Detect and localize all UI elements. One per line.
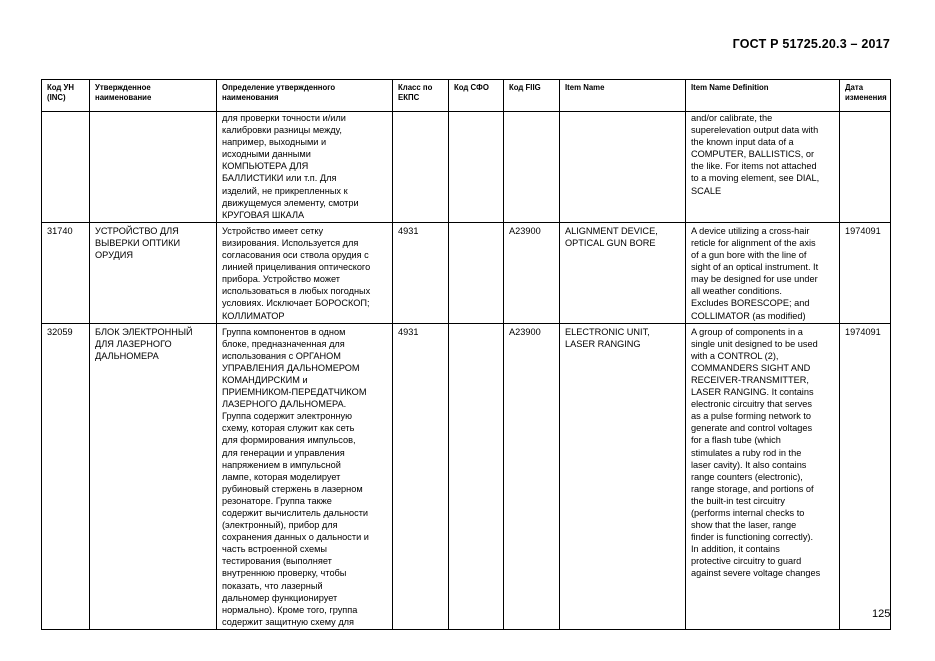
approved-name-cell: [90, 323, 217, 629]
header-line: Item Name Definition: [691, 83, 769, 92]
cell-text-line: использоваться в любых погодных: [222, 286, 371, 297]
cell-text-line: COMMANDERS SIGHT AND: [691, 362, 811, 373]
cell-text-line: ALIGNMENT DEVICE,: [565, 225, 658, 236]
cell-text-line: ОРУДИЯ: [95, 250, 133, 261]
page-number: 125: [872, 608, 891, 620]
header-line: ЕКПС: [398, 93, 420, 102]
col-approved-name-header: [90, 80, 217, 112]
cell-text-line: LASER RANGING: [565, 338, 641, 349]
cell-text-line: ПРИЕМНИКОМ-ПЕРЕДАТЧИКОМ: [222, 387, 367, 398]
cell-text: 1974091: [845, 225, 881, 236]
cell-text: 4931: [398, 225, 419, 236]
cell-text-line: Группа содержит электронную: [222, 411, 353, 422]
col-ekps-class-header: [393, 80, 449, 112]
cell-text-line: range counters (electronic),: [691, 471, 803, 482]
cell-text-line: COLLIMATOR (as modified): [691, 310, 806, 321]
cell-text-line: использования с ОРГАНОМ: [222, 350, 341, 361]
cell-text-line: нормально). Кроме того, группа: [222, 604, 358, 615]
cell-text-line: прибора. Устройство может: [222, 274, 341, 285]
fiig-code-cell: [504, 112, 560, 223]
cell-text: A23900: [509, 225, 541, 236]
inc-cell: [42, 112, 90, 223]
cell-text-line: для проверки точности и/или: [222, 113, 346, 123]
header-line: Item Name: [565, 83, 605, 92]
sfo-code-cell: [449, 112, 504, 223]
cell-text-line: рубиновый стержень в лазерном: [222, 483, 363, 494]
cell-text-line: КРУГОВАЯ ШКАЛА: [222, 209, 305, 220]
cell-text-line: движущемуся элементу, смотри: [222, 197, 359, 208]
definition-cell: [217, 112, 393, 223]
approved-name-cell: [90, 112, 217, 223]
header-line: наименования: [222, 93, 279, 102]
cell-text-line: SCALE: [691, 185, 722, 196]
change-date-cell: [840, 222, 891, 323]
cell-text-line: for a flash tube (which: [691, 435, 781, 446]
cell-text-line: the like. For items not attached: [691, 161, 817, 172]
cell-text-line: содержит защитную схему для: [222, 616, 355, 627]
cell-text-line: sight of an optical instrument. It: [691, 262, 819, 273]
approved-name-cell: [90, 222, 217, 323]
cell-text-line: single unit designed to be used: [691, 338, 818, 349]
cell-text-line: (performs internal checks to: [691, 508, 805, 518]
cell-text-line: and/or calibrate, the: [691, 113, 773, 123]
item-name-cell: [560, 222, 686, 323]
cell-text-line: A group of components in a: [691, 326, 803, 337]
cell-text-line: COMPUTER, BALLISTICS, or: [691, 149, 815, 160]
cell-text-line: (электронный), прибор для: [222, 520, 338, 531]
cell-text-line: to a moving element, see DIAL,: [691, 173, 820, 184]
cell-text-line: the known input data of a: [691, 137, 794, 148]
cell-text-line: ДАЛЬНОМЕРА: [95, 350, 159, 361]
cell-text-line: тестирования (выполняет: [222, 556, 332, 567]
cell-text-line: the built-in test circuitry: [691, 495, 785, 506]
cell-text-line: КОМПЬЮТЕРА ДЛЯ: [222, 161, 309, 172]
cell-text-line: БЛОК ЭЛЕКТРОННЫЙ: [95, 326, 193, 337]
cell-text-line: схему, которая служит как сеть: [222, 423, 355, 434]
cell-text-line: all weather conditions.: [691, 286, 782, 297]
fiig-code-cell: [504, 323, 560, 629]
cell-text-line: часть встроенной схемы: [222, 544, 328, 555]
header-line: (INC): [47, 93, 66, 102]
change-date-cell: [840, 323, 891, 629]
cell-text-line: дальномер функционирует: [222, 592, 338, 603]
item-name-cell: [560, 112, 686, 223]
cell-text-line: A device utilizing a cross-hair: [691, 225, 810, 236]
header-line: Код СФО: [454, 83, 489, 92]
change-date-cell: [840, 112, 891, 223]
col-item-name-definition-header: [686, 80, 840, 112]
cell-text-line: калибровки разницы между,: [222, 125, 342, 136]
cell-text: 32059: [47, 326, 73, 337]
item-name-definition-cell: [686, 112, 840, 223]
cell-text-line: лампе, которая моделирует: [222, 471, 341, 482]
cell-text-line: electronic circuitry that serves: [691, 399, 813, 410]
table-header-row: [42, 80, 891, 112]
sfo-code-cell: [449, 323, 504, 629]
cell-text-line: In addition, it contains: [691, 544, 780, 555]
header-line: изменения: [845, 93, 887, 102]
cell-text-line: as a pulse forming network to: [691, 411, 812, 422]
cell-text-line: ДЛЯ ЛАЗЕРНОГО: [95, 338, 172, 349]
fiig-code-cell: [504, 222, 560, 323]
cell-text-line: reticle for alignment of the axis: [691, 237, 816, 248]
cell-text: 1974091: [845, 326, 881, 337]
cell-text-line: КОМАНДИРСКИМ и: [222, 374, 308, 385]
item-name-cell: [560, 323, 686, 629]
cell-text-line: against severe voltage changes: [691, 568, 821, 579]
cell-text-line: для генерации и управления: [222, 447, 345, 458]
header-line: Утвержденное: [95, 83, 151, 92]
cell-text-line: показать, что лазерный: [222, 580, 323, 591]
cell-text-line: superelevation output data with: [691, 125, 819, 136]
col-change-date-header: [840, 80, 891, 112]
cell-text-line: with a CONTROL (2),: [691, 350, 779, 361]
cell-text-line: ELECTRONIC UNIT,: [565, 326, 650, 337]
header-line: Код УН: [47, 83, 75, 92]
header-line: Код FIIG: [509, 83, 541, 92]
cell-text-line: generate and control voltages: [691, 423, 813, 434]
cell-text-line: условиях. Исключает БОРОСКОП;: [222, 298, 370, 309]
cell-text-line: содержит вычислитель дальности: [222, 508, 369, 518]
inc-cell: [42, 323, 90, 629]
cell-text-line: ВЫВЕРКИ ОПТИКИ: [95, 237, 181, 248]
col-item-name-header: [560, 80, 686, 112]
cell-text-line: Устройство имеет сетку: [222, 225, 324, 236]
cell-text-line: of a gun bore with the line of: [691, 250, 807, 261]
cell-text-line: УСТРОЙСТВО ДЛЯ: [95, 225, 179, 236]
classification-table: [41, 79, 891, 630]
col-definition-header: [217, 80, 393, 112]
cell-text-line: линией прицеливания оптического: [222, 262, 371, 273]
cell-text-line: внутреннюю проверку, чтобы: [222, 568, 347, 579]
cell-text-line: исходными данными: [222, 149, 311, 160]
item-name-definition-cell: [686, 323, 840, 629]
cell-text-line: Excludes BORESCOPE; and: [691, 298, 810, 309]
cell-text-line: визирования. Используется для: [222, 237, 359, 248]
cell-text-line: блоке, предназначенная для: [222, 338, 345, 349]
cell-text-line: laser cavity). It also contains: [691, 459, 807, 470]
cell-text-line: finder is functioning correctly).: [691, 532, 814, 543]
ekps-class-cell: [393, 323, 449, 629]
col-sfo-code-header: [449, 80, 504, 112]
table-row: [42, 222, 891, 323]
cell-text-line: range storage, and portions of: [691, 483, 814, 494]
col-inc-header: [42, 80, 90, 112]
cell-text-line: КОЛЛИМАТОР: [222, 310, 285, 321]
cell-text-line: show that the laser, range: [691, 520, 797, 531]
definition-cell: [217, 323, 393, 629]
cell-text: A23900: [509, 326, 541, 337]
cell-text-line: напряжением в импульсной: [222, 459, 341, 470]
table-body: [42, 112, 891, 630]
header-line: Определение утвержденного: [222, 83, 336, 92]
table-row: [42, 112, 891, 223]
cell-text-line: для формирования импульсов,: [222, 435, 356, 446]
ekps-class-cell: [393, 112, 449, 223]
cell-text: 31740: [47, 225, 73, 236]
cell-text-line: например, выходными и: [222, 137, 327, 148]
cell-text-line: Группа компонентов в одном: [222, 326, 346, 337]
document-code: ГОСТ Р 51725.20.3 – 2017: [732, 37, 890, 51]
ekps-class-cell: [393, 222, 449, 323]
cell-text-line: БАЛЛИСТИКИ или т.п. Для: [222, 173, 337, 184]
col-fiig-code-header: [504, 80, 560, 112]
header-line: наименование: [95, 93, 152, 102]
table-row: [42, 323, 891, 629]
header-line: Класс по: [398, 83, 433, 92]
header-line: Дата: [845, 83, 864, 92]
cell-text: 4931: [398, 326, 419, 337]
definition-cell: [217, 222, 393, 323]
cell-text-line: OPTICAL GUN BORE: [565, 237, 656, 248]
item-name-definition-cell: [686, 222, 840, 323]
cell-text-line: резонаторе. Группа также: [222, 495, 332, 506]
cell-text-line: may be designed for use under: [691, 274, 818, 285]
cell-text-line: stimulates a ruby rod in the: [691, 447, 802, 458]
cell-text-line: LASER RANGING. It contains: [691, 387, 814, 398]
cell-text-line: ЛАЗЕРНОГО ДАЛЬНОМЕРА.: [222, 399, 347, 410]
sfo-code-cell: [449, 222, 504, 323]
inc-cell: [42, 222, 90, 323]
cell-text-line: изделий, не прикрепленных к: [222, 185, 348, 196]
cell-text-line: УПРАВЛЕНИЯ ДАЛЬНОМЕРОМ: [222, 362, 360, 373]
cell-text-line: сохранения данных о дальности и: [222, 532, 369, 543]
cell-text-line: согласования оси ствола орудия с: [222, 250, 369, 261]
cell-text-line: RECEIVER-TRANSMITTER,: [691, 374, 809, 385]
cell-text-line: protective circuitry to guard: [691, 556, 802, 567]
